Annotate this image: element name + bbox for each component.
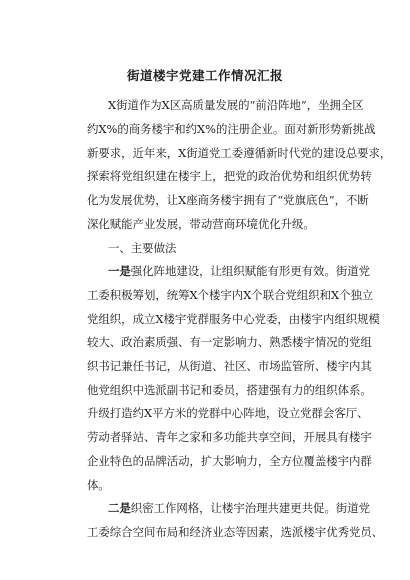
paragraph-text: 强化阵地建设，让组织赋能有形更有效。街道党 <box>130 264 371 278</box>
paragraph-line <box>108 501 371 515</box>
paragraph-line: 工委综合空间布局和经济业态等因素，选派楼宇优秀党员、 <box>87 525 384 539</box>
paragraph-lead: 二是 <box>108 501 131 515</box>
paragraph-line: X街道作为X区高质量发展的“前沿阵地”，坐拥全区 <box>108 98 364 112</box>
paragraph-line: 体。 <box>87 478 110 492</box>
paragraph-line: 企业特色的品牌活动，扩大影响力，全方位覆盖楼宇内群 <box>87 454 372 468</box>
paragraph-line: 深化赋能产业发展，带动营商环境优化升级。 <box>87 217 315 231</box>
paragraph-line: 工委积极筹划，统筹X个楼宇内X个联合党组织和X个独立 <box>87 288 374 302</box>
paragraph-line: 较大、政治素质强、有一定影响力、熟悉楼宇情况的党组 <box>87 335 372 349</box>
paragraph-line: 化为发展优势，让X座商务楼宇拥有了“党旗底色”，不断 <box>87 193 369 207</box>
paragraph-line: 升级打造约X平方米的党群中心阵地，设立党群会客厅、 <box>87 406 369 420</box>
paragraph-line: 约X%的商务楼宇和约X%的注册企业。面对新形势新挑战 <box>87 122 376 136</box>
paragraph-line: 他党组织中选派副书记和委员，搭建强有力的组织体系。 <box>87 383 372 397</box>
paragraph-line: 探索将党组织建在楼宇上，把党的政治优势和组织优势转 <box>87 169 372 183</box>
document-title: 街道楼宇党建工作情况汇报 <box>126 68 283 83</box>
paragraph-line: 劳动者驿站、青年之家和多功能共享空间，开展具有楼宇 <box>87 430 372 444</box>
paragraph-line: 新要求，近年来，X街道党工委遵循新时代党的建设总要求， <box>87 146 392 160</box>
paragraph-text: 织密工作网格，让楼宇治理共建更共促。街道党 <box>130 501 371 515</box>
paragraph-line: 织书记兼任书记，从街道、社区、市场监管所、楼宇内其 <box>87 359 372 373</box>
paragraph-line: 党组织，成立X楼宇党群服务中心党委，由楼宇内组织规模 <box>87 312 380 326</box>
section-heading: 一、主要做法 <box>108 241 177 255</box>
paragraph-lead: 一是 <box>108 264 131 278</box>
paragraph-line <box>108 264 371 278</box>
